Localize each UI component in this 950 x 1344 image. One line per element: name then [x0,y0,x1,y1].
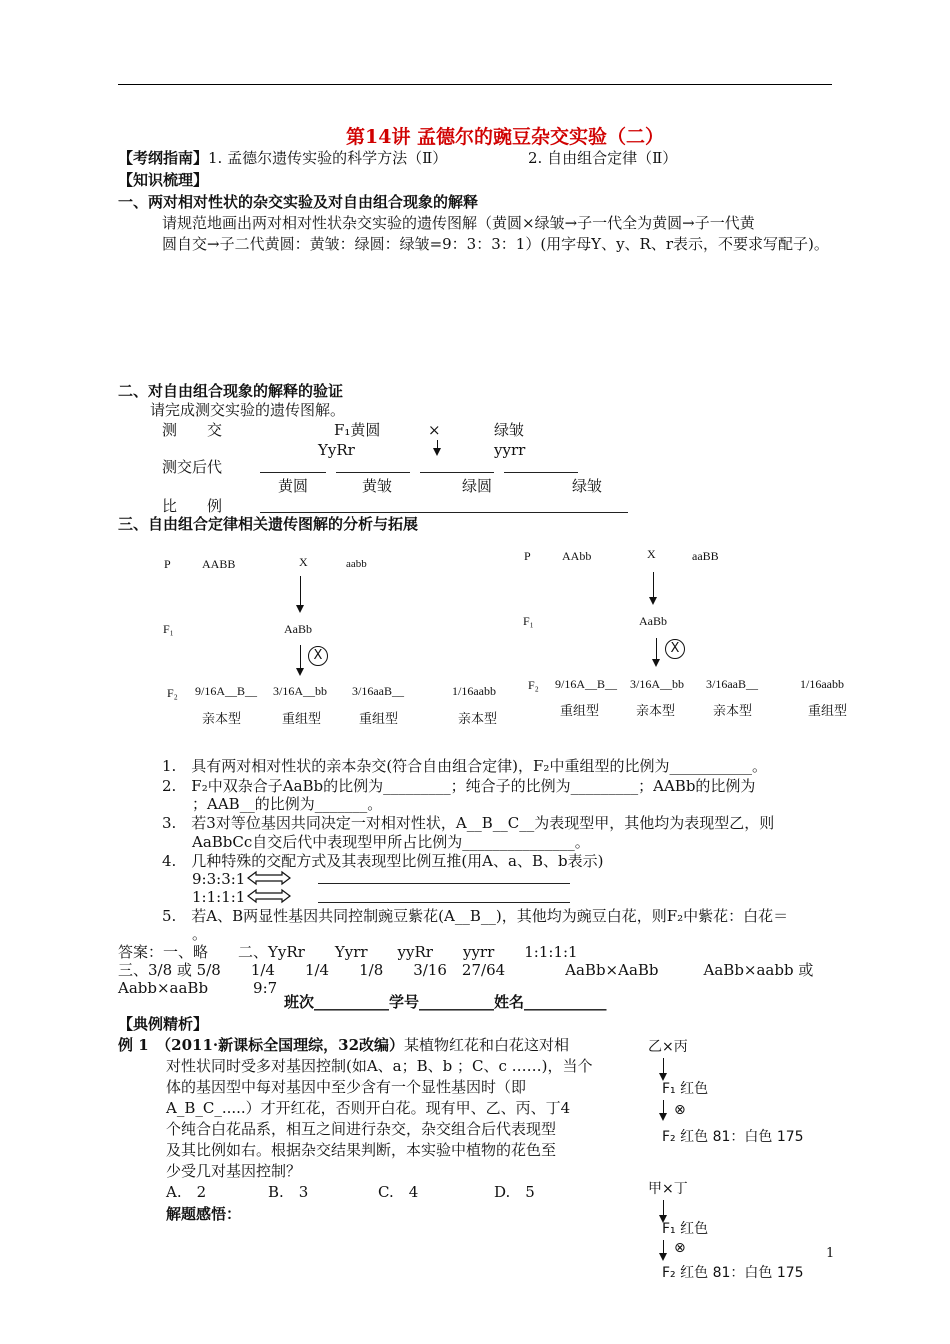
f1-genotype: YyRr [318,441,355,459]
offspring-blank-2[interactable] [336,472,410,473]
cross-f1: F₁ 红色 [662,1081,709,1097]
left-selfing-symbol: X [308,646,328,666]
right-f1-label: F₁ [523,614,534,628]
right-f2-label: F₂ [528,678,539,692]
phenotype-green-wrinkled: 绿皱 [572,477,603,495]
section-3-heading: 三、自由组合定律相关遗传图解的分析与拓展 [118,515,419,533]
left-arrow-f1 [300,645,301,669]
question-4-blank-2[interactable] [318,902,570,903]
selfing-icon: ⊗ [674,1240,686,1256]
right-f2-label-1: 重组型 [560,703,600,718]
page-number: 1 [826,1246,835,1261]
f1-yellow-round: F₁黄圆 [334,421,381,439]
question-5-line-1: 5. 若A、B两显性基因共同控制豌豆紫花(A__B__)，其他均为豌豆白花，则F₂中紫花：白花＝ [162,907,789,925]
right-f1-genotype: AaBb [639,614,667,628]
right-f2-label-2: 亲本型 [636,703,676,718]
guide-item-2: 2. 自由组合定律（Ⅱ） [528,149,678,167]
left-parent-1: AABB [202,557,236,571]
left-f2-label-3: 重组型 [359,711,399,726]
left-p-label: P [164,557,171,571]
right-cross: X [647,547,656,561]
option-d[interactable]: D. 5 [494,1183,535,1201]
right-f2-type-3: 3/16aaB__ [706,677,758,691]
right-selfing-symbol: X [665,639,685,659]
left-f2-label: F₂ [167,686,178,700]
phenotype-yellow-wrinkled: 黄皱 [362,477,393,495]
phenotype-yellow-round: 黄圆 [278,477,309,495]
guide-item-1: 1. 孟德尔遗传实验的科学方法（Ⅱ） [208,149,448,167]
left-f2-type-2: 3/16A__bb [273,684,327,698]
example-1-line-7: 少受几对基因控制？ [166,1162,302,1180]
offspring-blank-1[interactable] [260,472,326,473]
example-1-line-4: A_B_C_.....）才开红花，否则开白花。现有甲、乙、丙、丁4 [166,1099,571,1117]
question-4: 4. 几种特殊的交配方式及其表现型比例互推(用A、a、B、b表示) [162,852,604,870]
right-parent-1: AAbb [562,549,592,563]
left-f1-label: F₁ [163,622,174,636]
question-4-ratio-1: 9:3:3:1 [192,870,246,888]
right-p-label: P [524,549,531,563]
right-arrow-f1 [656,638,657,660]
guide-label: 【考纲指南】 [118,149,209,167]
answers-line-1: 答案：一、略 二、YyRr Yyrr yyRr yyrr 1:1:1:1 [118,943,578,961]
syllabus-guide [118,148,447,168]
example-1-line-2: 对性状同时受多对基因控制(如A、a；B、b ；C、c ……)，当个 [166,1057,593,1075]
left-f2-type-1: 9/16A__B__ [195,684,258,698]
green-genotype: yyrr [494,441,526,459]
ratio-label: 比 例 [162,497,223,515]
section-1-line-1: 请规范地画出两对相对性状杂交实验的遗传图解（黄圆×绿皱→子一代全为黄圆→子一代黄 [162,214,755,232]
cross-arrow [663,1200,664,1216]
left-f1-genotype: AaBb [284,622,312,636]
example-1-line-6: 及其比例如右。根据杂交结果判断，本实验中植物的花色至 [166,1141,557,1159]
ratio-blank[interactable] [260,512,628,513]
class-id-name-line[interactable]: 班次__________学号__________姓名___________ [284,993,607,1011]
example-1-line-3: 体的基因型中每对基因中至少含有一个显性基因时（即 [166,1078,527,1096]
double-arrow-icon [246,870,292,886]
offspring-label: 测交后代 [162,458,223,476]
section-2-heading: 二、对自由组合现象的解释的验证 [118,382,344,400]
left-f2-type-3: 3/16aaB__ [352,684,404,698]
question-5-line-2: 。 [192,925,208,943]
section-1-line-2: 圆自交→子二代黄圆：黄皱：绿圆：绿皱=9：3：3：1）(用字母Y、y、R、r表示，不要求写配子)。 [162,235,829,253]
cross-f2: F₂ 红色 81：白色 175 [662,1265,804,1281]
green-wrinkled: 绿皱 [494,421,525,439]
left-f2-label-4: 亲本型 [458,711,498,726]
right-parent-2: aaBB [692,549,719,563]
answers-line-3: Aabb×aaBb 9:7 [118,979,278,997]
testcross-arrow [437,440,438,449]
header-rule [118,84,832,85]
question-1: 1. 具有两对相对性状的亲本杂交(符合自由组合定律)，F₂中重组型的比例为___________。 [162,757,767,775]
question-2-line-1: 2. F₂中双杂合子AaBb的比例为_________；纯合子的比例为_________；AABb的比例为 [162,777,756,795]
option-a[interactable]: A. 2 [166,1183,207,1201]
cross-arrow [663,1058,664,1074]
phenotype-green-round: 绿圆 [462,477,493,495]
cross-f1: F₁ 红色 [662,1221,709,1237]
left-f2-label-2: 重组型 [282,711,322,726]
cross-f2: F₂ 红色 81：白色 175 [662,1129,804,1145]
right-f2-type-1: 9/16A__B__ [555,677,618,691]
cross-symbol: × [428,421,441,439]
example-1-line-1 [118,1035,569,1055]
offspring-blank-3[interactable] [420,472,494,473]
example-label: 【典例精析】 [118,1015,209,1033]
left-parent-2: aabb [346,558,367,570]
testcross-label: 测 交 [162,421,223,439]
example-1-lead: 例 1 （2011·新课标全国理综，32改编） [118,1036,405,1054]
cross-arrow [663,1100,664,1114]
question-4-ratio-2: 1:1:1:1 [192,888,246,906]
knowledge-label: 【知识梳理】 [118,171,209,189]
question-3-line-1: 3. 若3对等位基因共同决定一对相对性状，A__B__C__为表现型甲，其他均为表现型乙，则 [162,814,775,832]
double-arrow-icon [246,888,292,904]
left-cross: X [299,555,308,569]
right-f2-label-4: 重组型 [808,703,848,718]
question-2-line-2: ；AAB__的比例为_______。 [192,795,383,813]
question-4-blank-1[interactable] [318,883,570,884]
right-f2-type-2: 3/16A__bb [630,677,684,691]
offspring-blank-4[interactable] [504,472,578,473]
answers-line-2: 三、3/8 或 5/8 1/4 1/4 1/8 3/16 27/64 AaBb×AaBb AaBb×aabb 或 [118,961,814,979]
cross-arrow [663,1240,664,1254]
left-f2-type-4: 1/16aabb [452,684,496,698]
example-1-line-5: 个纯合白花品系，相互之间进行杂交，杂交组合后代表现型 [166,1120,557,1138]
left-f2-label-1: 亲本型 [202,711,242,726]
solution-reflection-label: 解题感悟： [166,1205,242,1223]
left-arrow-p [300,576,301,606]
cross-pair: 乙×丙 [648,1039,688,1055]
option-b[interactable]: B. 3 [268,1183,309,1201]
right-arrow-p [653,572,654,598]
selfing-icon: ⊗ [674,1102,686,1118]
example-1-text-1: 某植物红花和白花这对相 [404,1036,570,1054]
question-3-line-2: AaBbCc自交后代中表现型甲所占比例为_______________。 [192,833,590,851]
section-2-intro: 请完成测交实验的遗传图解。 [150,401,346,419]
option-c[interactable]: C. 4 [378,1183,419,1201]
section-1-heading: 一、两对相对性状的杂交实验及对自由组合现象的解释 [118,193,479,211]
right-f2-label-3: 亲本型 [713,703,753,718]
right-f2-type-4: 1/16aabb [800,677,844,691]
cross-pair: 甲×丁 [648,1181,688,1197]
page-title: 第14讲 孟德尔的豌豆杂交实验（二） [346,126,665,148]
